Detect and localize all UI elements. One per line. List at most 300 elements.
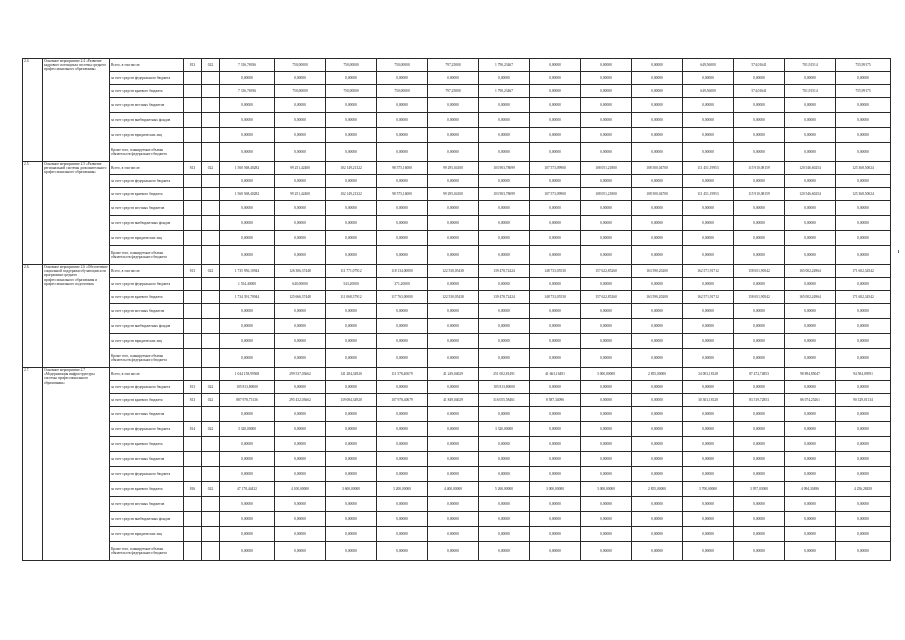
year-value: 0,00000 — [428, 278, 479, 291]
year-value: 649,56000 — [683, 85, 734, 98]
year-value: 316 055,58461 — [479, 394, 530, 407]
year-value: 0,00000 — [734, 527, 785, 542]
year-value: 0,00000 — [785, 542, 836, 561]
year-value: 0,00000 — [428, 527, 479, 542]
section-code — [202, 188, 220, 201]
grbs-code — [184, 334, 202, 349]
section-code: 022 — [202, 162, 220, 175]
year-value: 0,00000 — [785, 113, 836, 128]
year-value: 0,00000 — [428, 128, 479, 143]
funding-source: за счет средств федерального бюджета — [110, 175, 184, 188]
total-value: 7 316,76936 — [220, 85, 275, 98]
year-value: 118 134,00000 — [377, 265, 428, 278]
grbs-code: 813 — [184, 381, 202, 394]
grbs-code — [184, 246, 202, 265]
year-value: 0,00000 — [326, 113, 377, 128]
year-value: 0,00000 — [683, 201, 734, 216]
section-code: 022 — [202, 59, 220, 72]
year-value: 0,00000 — [326, 437, 377, 452]
year-value: 0,00000 — [836, 201, 891, 216]
section-code — [202, 452, 220, 467]
year-value: 0,00000 — [632, 246, 683, 265]
year-value: 0,00000 — [785, 143, 836, 162]
year-value: 108 051,21800 — [581, 188, 632, 201]
section-code — [202, 542, 220, 561]
year-value: 0,00000 — [683, 72, 734, 85]
year-value: 111 578,40679 — [377, 368, 428, 381]
year-value: 0,00000 — [377, 437, 428, 452]
year-value: 0,00000 — [581, 72, 632, 85]
year-value: 120 546,60254 — [785, 188, 836, 201]
section-code — [202, 497, 220, 512]
year-value: 0,00000 — [326, 349, 377, 368]
year-value: 0,00000 — [581, 527, 632, 542]
year-value: 0,00000 — [683, 334, 734, 349]
year-value: 122 530,05438 — [428, 291, 479, 304]
year-value: 0,00000 — [326, 452, 377, 467]
year-value: 0,00000 — [632, 319, 683, 334]
year-value: 0,00000 — [734, 98, 785, 113]
year-value: 0,00000 — [530, 407, 581, 422]
year-value: 0,00000 — [377, 542, 428, 561]
year-value: 0,00000 — [428, 512, 479, 527]
year-value: 797,25000 — [428, 59, 479, 72]
year-value: 0,00000 — [785, 216, 836, 231]
year-value: 0,00000 — [581, 304, 632, 319]
year-value: 0,00000 — [836, 175, 891, 188]
year-value: 750,00000 — [275, 59, 326, 72]
year-value: 0,00000 — [479, 113, 530, 128]
year-value: 0,00000 — [530, 467, 581, 482]
year-value: 0,00000 — [683, 231, 734, 246]
year-value: 750,00000 — [326, 85, 377, 98]
year-value: 0,00000 — [734, 128, 785, 143]
year-value: 0,00000 — [836, 381, 891, 394]
grbs-code — [184, 304, 202, 319]
year-value: 295 432,03662 — [275, 394, 326, 407]
grbs-code: 813 — [184, 162, 202, 175]
year-value: 0,00000 — [275, 381, 326, 394]
year-value: 125 666,37448 — [275, 291, 326, 304]
year-value: 0,00000 — [836, 278, 891, 291]
year-value: 0,00000 — [683, 143, 734, 162]
year-value: 107 573,09900 — [530, 188, 581, 201]
year-value: 0,00000 — [530, 349, 581, 368]
year-value: 0,00000 — [530, 422, 581, 437]
year-value: 3 700,00000 — [683, 482, 734, 497]
total-value: 0,00000 — [220, 143, 275, 162]
year-value: 157 622,85260 — [581, 291, 632, 304]
year-value: 0,00000 — [836, 542, 891, 561]
grbs-code — [184, 291, 202, 304]
year-value: 102 149,21322 — [326, 188, 377, 201]
table-row — [23, 527, 891, 542]
year-value: 0,00000 — [734, 381, 785, 394]
year-value: 0,00000 — [785, 128, 836, 143]
year-value: 0,00000 — [377, 98, 428, 113]
table-row — [23, 143, 891, 162]
year-value: 0,00000 — [632, 128, 683, 143]
section-code — [202, 527, 220, 542]
year-value: 0,00000 — [734, 334, 785, 349]
year-value: 0,00000 — [581, 407, 632, 422]
year-value: 0,00000 — [683, 175, 734, 188]
grbs-code — [184, 319, 202, 334]
year-value: 701,91514 — [785, 85, 836, 98]
row-number: 2.6. — [23, 265, 43, 368]
total-value: 887 978,75136 — [220, 394, 275, 407]
year-value: 0,00000 — [734, 467, 785, 482]
year-value: 0,00000 — [428, 319, 479, 334]
year-value: 125 368,50024 — [836, 162, 891, 175]
year-value: 0,00000 — [428, 422, 479, 437]
year-value: 0,00000 — [836, 143, 891, 162]
grbs-code: 813 — [184, 59, 202, 72]
table-row — [23, 98, 891, 113]
year-value: 0,00000 — [581, 437, 632, 452]
year-value: 0,00000 — [836, 216, 891, 231]
grbs-code — [184, 113, 202, 128]
year-value: 0,00000 — [530, 85, 581, 98]
year-value: 0,00000 — [377, 497, 428, 512]
year-value: 0,00000 — [734, 542, 785, 561]
grbs-code — [184, 407, 202, 422]
grbs-code — [184, 527, 202, 542]
year-value: 0,00000 — [632, 334, 683, 349]
year-value: 163 590,20200 — [632, 291, 683, 304]
year-value: 0,00000 — [836, 422, 891, 437]
year-value: 0,00000 — [530, 278, 581, 291]
year-value: 0,00000 — [326, 216, 377, 231]
grbs-code: 816 — [184, 482, 202, 497]
year-value: 148 733,05530 — [530, 291, 581, 304]
year-value: 0,00000 — [632, 231, 683, 246]
total-value: 3 320,00000 — [220, 422, 275, 437]
table-row — [23, 246, 891, 265]
year-value: 99 251,42400 — [275, 188, 326, 201]
year-value: 0,00000 — [326, 72, 377, 85]
year-value: 0,00000 — [479, 143, 530, 162]
year-value: 0,00000 — [326, 175, 377, 188]
year-value: 0,00000 — [632, 394, 683, 407]
year-value: 0,00000 — [632, 59, 683, 72]
year-value: 0,00000 — [581, 143, 632, 162]
budget-table-sheet — [22, 58, 890, 561]
year-value: 0,00000 — [734, 304, 785, 319]
year-value: 0,00000 — [428, 246, 479, 265]
section-code — [202, 349, 220, 368]
funding-source: за счет средств внебюджетных фондов — [110, 216, 184, 231]
year-value: 0,00000 — [785, 381, 836, 394]
section-code — [202, 368, 220, 381]
year-value: 0,00000 — [683, 381, 734, 394]
year-value: 0,00000 — [428, 201, 479, 216]
year-value: 0,00000 — [632, 216, 683, 231]
year-value: 108 051,21800 — [581, 162, 632, 175]
year-value: 0,00000 — [785, 72, 836, 85]
year-value: 0,00000 — [836, 407, 891, 422]
year-value: 8 587,34096 — [530, 394, 581, 407]
year-value: 0,00000 — [530, 98, 581, 113]
year-value: 0,00000 — [785, 497, 836, 512]
year-value: 139 084,34920 — [326, 394, 377, 407]
year-value: 0,00000 — [632, 542, 683, 561]
year-value: 0,00000 — [479, 72, 530, 85]
year-value: 0,00000 — [836, 349, 891, 368]
year-value: 0,00000 — [530, 216, 581, 231]
year-value: 0,00000 — [377, 527, 428, 542]
budget-table — [22, 58, 891, 561]
year-value: 0,00000 — [632, 85, 683, 98]
grbs-code — [184, 175, 202, 188]
year-value: 0,00000 — [581, 319, 632, 334]
year-value: 0,00000 — [836, 497, 891, 512]
year-value: 0,00000 — [683, 98, 734, 113]
year-value: 0,00000 — [581, 59, 632, 72]
year-value: 0,00000 — [275, 407, 326, 422]
table-row — [23, 304, 891, 319]
year-value: 0,00000 — [275, 422, 326, 437]
year-value: 0,00000 — [275, 98, 326, 113]
funding-source: за счет средств местных бюджетов — [110, 304, 184, 319]
funding-source: за счет средств федерального бюджета — [110, 467, 184, 482]
year-value: 0,00000 — [836, 437, 891, 452]
year-value: 750,00000 — [377, 59, 428, 72]
year-value: 86 074,25261 — [785, 394, 836, 407]
year-value: 125 368,50024 — [836, 188, 891, 201]
year-value: 0,00000 — [479, 467, 530, 482]
year-value: 0,00000 — [683, 497, 734, 512]
year-value: 0,00000 — [377, 304, 428, 319]
year-value: 0,00000 — [785, 304, 836, 319]
year-value: 0,00000 — [275, 113, 326, 128]
year-value: 41 849,04029 — [428, 394, 479, 407]
year-value: 0,00000 — [479, 231, 530, 246]
section-code — [202, 128, 220, 143]
year-value: 750,00000 — [326, 59, 377, 72]
funding-source: за счет средств внебюджетных фондов — [110, 113, 184, 128]
year-value: 0,00000 — [428, 467, 479, 482]
funding-source: за счет средств местных бюджетов — [110, 98, 184, 113]
year-value: 0,00000 — [530, 527, 581, 542]
year-value: 0,00000 — [683, 407, 734, 422]
grbs-code: 813 — [184, 265, 202, 278]
year-value: 108 500,04700 — [632, 188, 683, 201]
year-value: 0,00000 — [734, 497, 785, 512]
total-value: 0,00000 — [220, 98, 275, 113]
year-value: 0,00000 — [377, 381, 428, 394]
section-code — [202, 278, 220, 291]
year-value: 3 957,03000 — [734, 482, 785, 497]
year-value: 0,00000 — [530, 246, 581, 265]
year-value: 0,00000 — [785, 201, 836, 216]
table-row — [23, 512, 891, 527]
total-value: 0,00000 — [220, 542, 275, 561]
year-value: 0,00000 — [326, 497, 377, 512]
table-row — [23, 542, 891, 561]
year-value: 0,00000 — [581, 98, 632, 113]
year-value: 0,00000 — [377, 407, 428, 422]
year-value: 0,00000 — [836, 304, 891, 319]
table-row — [23, 319, 891, 334]
year-value: 0,00000 — [326, 381, 377, 394]
total-value: 0,00000 — [220, 246, 275, 265]
year-value: 0,00000 — [275, 467, 326, 482]
year-value: 1 790,23467 — [479, 85, 530, 98]
section-code — [202, 143, 220, 162]
year-value: 0,00000 — [632, 175, 683, 188]
year-value: 0,00000 — [530, 231, 581, 246]
year-value: 162 571,91712 — [683, 291, 734, 304]
year-value: 0,00000 — [377, 319, 428, 334]
section-code — [202, 512, 220, 527]
total-value: 0,00000 — [220, 319, 275, 334]
total-value: 0,00000 — [220, 349, 275, 368]
year-value: 0,00000 — [326, 246, 377, 265]
total-value: 1 560 568,40282 — [220, 162, 275, 175]
funding-source: за счет средств юридических лиц — [110, 231, 184, 246]
funding-source: за счет средств юридических лиц — [110, 128, 184, 143]
total-value: 47 178,44432 — [220, 482, 275, 497]
year-value: 139 478,72424 — [479, 265, 530, 278]
year-value: 165 002,24964 — [785, 291, 836, 304]
year-value: 0,00000 — [632, 143, 683, 162]
year-value: 0,00000 — [530, 512, 581, 527]
year-value: 797,25000 — [428, 85, 479, 98]
year-value: 0,00000 — [530, 381, 581, 394]
year-value: 3 600,00000 — [326, 482, 377, 497]
year-value: 98 575,16000 — [377, 188, 428, 201]
year-value: 0,00000 — [275, 497, 326, 512]
year-value: 0,00000 — [734, 175, 785, 188]
total-value: 0,00000 — [220, 72, 275, 85]
grbs-code — [184, 231, 202, 246]
year-value: 574,01641 — [734, 59, 785, 72]
funding-source: за счет средств федерального бюджета — [110, 381, 184, 394]
year-value: 0,00000 — [326, 542, 377, 561]
year-value: 0,00000 — [581, 349, 632, 368]
year-value: 0,00000 — [530, 437, 581, 452]
year-value: 0,00000 — [275, 216, 326, 231]
funding-source: за счет средств федерального бюджета — [110, 278, 184, 291]
year-value: 0,00000 — [581, 512, 632, 527]
total-value: 1 554,40000 — [220, 278, 275, 291]
year-value: 0,00000 — [275, 527, 326, 542]
year-value: 2 855,00000 — [632, 482, 683, 497]
year-value: 0,00000 — [530, 143, 581, 162]
section-code: 022 — [202, 394, 220, 407]
table-row — [23, 188, 891, 201]
year-value: 4 256,28450 — [836, 482, 891, 497]
year-value: 0,00000 — [683, 512, 734, 527]
year-value: 0,00000 — [836, 512, 891, 527]
year-value: 0,00000 — [428, 497, 479, 512]
grbs-code — [184, 278, 202, 291]
year-value: 3 000,00000 — [581, 482, 632, 497]
measure-name: Основное мероприятие 2.4 «Развитие кадрового потенциала системы среднего профессионального образования» — [43, 59, 110, 162]
funding-source: за счет средств краевого бюджета — [110, 291, 184, 304]
year-value: 111 771,07912 — [326, 265, 377, 278]
year-value: 0,00000 — [734, 216, 785, 231]
year-value: 0,00000 — [428, 304, 479, 319]
year-value: 0,00000 — [275, 304, 326, 319]
year-value: 107 573,09900 — [530, 162, 581, 175]
table-row — [23, 291, 891, 304]
year-value: 0,00000 — [785, 349, 836, 368]
funding-source: за счет средств краевого бюджета — [110, 437, 184, 452]
year-value: 165 002,24964 — [785, 265, 836, 278]
year-value: 139 478,72424 — [479, 291, 530, 304]
table-row — [23, 85, 891, 98]
table-row — [23, 113, 891, 128]
year-value: 0,00000 — [734, 143, 785, 162]
year-value: 0,00000 — [428, 542, 479, 561]
year-value: 0,00000 — [479, 334, 530, 349]
year-value: 0,00000 — [785, 407, 836, 422]
year-value: 108 500,04700 — [632, 162, 683, 175]
funding-source: за счет средств внебюджетных фондов — [110, 319, 184, 334]
year-value: 0,00000 — [326, 231, 377, 246]
year-value: 0,00000 — [326, 407, 377, 422]
total-value: 1 044 158,99568 — [220, 368, 275, 381]
year-value: 0,00000 — [275, 512, 326, 527]
year-value: 0,00000 — [428, 113, 479, 128]
table-row — [23, 407, 891, 422]
year-value: 0,00000 — [326, 422, 377, 437]
year-value: 0,00000 — [581, 175, 632, 188]
year-value: 0,00000 — [275, 72, 326, 85]
funding-source: за счет средств федерального бюджета — [110, 72, 184, 85]
year-value: 4 400,00000 — [428, 482, 479, 497]
year-value: 0,00000 — [428, 452, 479, 467]
year-value: 0,00000 — [785, 278, 836, 291]
measure-name: Основное мероприятие 2.7 «Модернизация инфраструктуры системы профессионального образования» — [43, 368, 110, 561]
total-value: 0,00000 — [220, 467, 275, 482]
year-value: 0,00000 — [428, 334, 479, 349]
year-value: 126 306,37448 — [275, 265, 326, 278]
year-value: 0,00000 — [683, 246, 734, 265]
year-value: 0,00000 — [428, 381, 479, 394]
year-value: 162 571,91712 — [683, 265, 734, 278]
table-row — [23, 467, 891, 482]
year-value: 0,00000 — [734, 246, 785, 265]
year-value: 90 329,01134 — [836, 394, 891, 407]
year-value: 103 903,78699 — [479, 162, 530, 175]
year-value: 0,00000 — [785, 452, 836, 467]
section-code — [202, 467, 220, 482]
year-value: 0,00000 — [734, 231, 785, 246]
table-row — [23, 265, 891, 278]
year-value: 0,00000 — [785, 422, 836, 437]
total-value: 0,00000 — [220, 437, 275, 452]
year-value: 0,00000 — [632, 467, 683, 482]
year-value: 0,00000 — [632, 452, 683, 467]
year-value: 0,00000 — [377, 216, 428, 231]
year-value: 0,00000 — [734, 113, 785, 128]
year-value: 0,00000 — [734, 452, 785, 467]
table-row — [23, 216, 891, 231]
year-value: 0,00000 — [479, 201, 530, 216]
funding-source: за счет средств местных бюджетов — [110, 497, 184, 512]
grbs-code — [184, 542, 202, 561]
year-value: 649,56000 — [683, 59, 734, 72]
year-value: 0,00000 — [275, 319, 326, 334]
total-value: 0,00000 — [220, 175, 275, 188]
year-value: 0,00000 — [581, 497, 632, 512]
year-value: 0,00000 — [479, 407, 530, 422]
table-row — [23, 422, 891, 437]
year-value: 0,00000 — [734, 422, 785, 437]
